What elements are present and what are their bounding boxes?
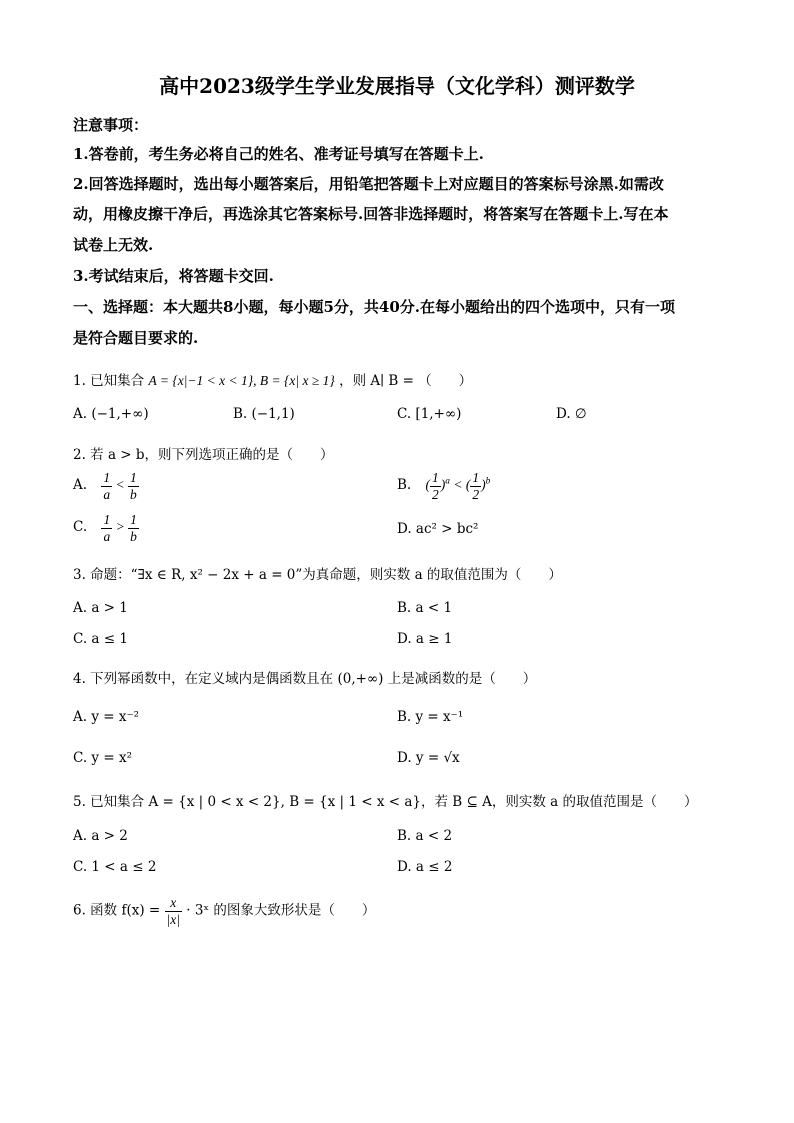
notice-item-2-line-3: 试卷上无效. — [73, 236, 154, 254]
question-6-suffix: · 3ˣ 的图象大致形状是（ ） — [186, 902, 376, 919]
q2-option-b-label: B. — [397, 477, 412, 494]
notice-item-2-line-2: 动，用橡皮擦干净后，再选涂其它答案标号.回答非选择题时，将答案写在答题卡上.写在本 — [73, 205, 669, 223]
q1-option-c: C. [1,+∞) — [397, 406, 462, 422]
q1-option-b: B. (−1,1) — [233, 406, 295, 422]
question-6 — [73, 896, 375, 926]
question-1-suffix: ，则 A∣ B = （ ） — [339, 373, 473, 389]
q3-option-a: A. a > 1 — [73, 600, 128, 616]
q5-option-a: A. a > 2 — [73, 828, 128, 844]
q5-option-c: C. 1 < a ≤ 2 — [73, 859, 157, 875]
question-4: 4. 下列幂函数中，在定义域内是偶函数且在 (0,+∞) 上是减函数的是（ ） — [73, 671, 537, 687]
question-3: 3. 命题：“∃x ∈ R, x² − 2x + a = 0”为真命题，则实数 a 的取值范围为（ ） — [73, 567, 562, 583]
notice-heading: 注意事项： — [73, 116, 149, 134]
q1-option-a: A. (−1,+∞) — [73, 406, 149, 422]
q1-option-d: D. ∅ — [556, 406, 587, 422]
q2-option-c: C. $\frac{1}{a}$ > $\frac{1}{b}$ — [73, 512, 137, 544]
q3-option-c: C. a ≤ 1 — [73, 631, 128, 647]
notice-item-3: 3.考试结束后，将答题卡交回. — [73, 267, 274, 285]
question-5: 5. 已知集合 A = {x | 0 < x < 2}, B = {x | 1 < x < a}，若 B ⊆ A，则实数 a 的取值范围是（ ） — [73, 794, 698, 810]
q3-option-d: D. a ≥ 1 — [397, 631, 453, 647]
q4-option-a: A. y = x⁻² — [73, 709, 140, 725]
q2-option-b: B. ( $\frac{1}{2}$ )$^a$ < ( $\frac{1}{2}$ )$^b$ — [397, 470, 491, 502]
question-1-prefix: 1. 已知集合 — [73, 373, 145, 389]
question-1-expression: A = {x|−1 < x < 1}, B = {x| x ≥ 1} — [148, 373, 335, 388]
q2-option-c-label: C. — [73, 519, 88, 536]
section-1-heading-line-1: 一、选择题：本大题共8小题，每小题5分，共40分.在每小题给出的四个选项中，只有一项 — [73, 298, 675, 316]
q3-option-b: B. a < 1 — [397, 600, 453, 616]
q5-option-b: B. a < 2 — [397, 828, 453, 844]
question-1 — [73, 369, 472, 389]
question-2: 2. 若 a > b，则下列选项正确的是（ ） — [73, 447, 334, 463]
notice-item-1: 1.答卷前，考生务必将自己的姓名、准考证号填写在答题卡上. — [73, 145, 484, 163]
section-1-heading-line-2: 是符合题目要求的. — [73, 329, 199, 347]
notice-item-2-line-1: 2.回答选择题时，选出每小题答案后，用铅笔把答题卡上对应题目的答案标号涂黑.如需改 — [73, 175, 664, 193]
q2-option-d: D. ac² > bc² — [397, 521, 479, 537]
q5-option-d: D. a ≤ 2 — [397, 859, 453, 875]
question-6-prefix: 6. 函数 f(x) = — [73, 902, 161, 919]
q4-option-d: D. y = √x — [397, 750, 460, 766]
page-title: 高中2023级学生学业发展指导（文化学科）测评数学 — [159, 74, 635, 98]
q4-option-b: B. y = x⁻¹ — [397, 709, 464, 725]
q2-option-a: A. $\frac{1}{a}$ < $\frac{1}{b}$ — [73, 470, 137, 502]
q4-option-c: C. y = x² — [73, 750, 132, 766]
q2-option-a-label: A. — [73, 477, 88, 494]
question-6-fraction: $\frac{x}{|x|}$ — [166, 895, 180, 927]
